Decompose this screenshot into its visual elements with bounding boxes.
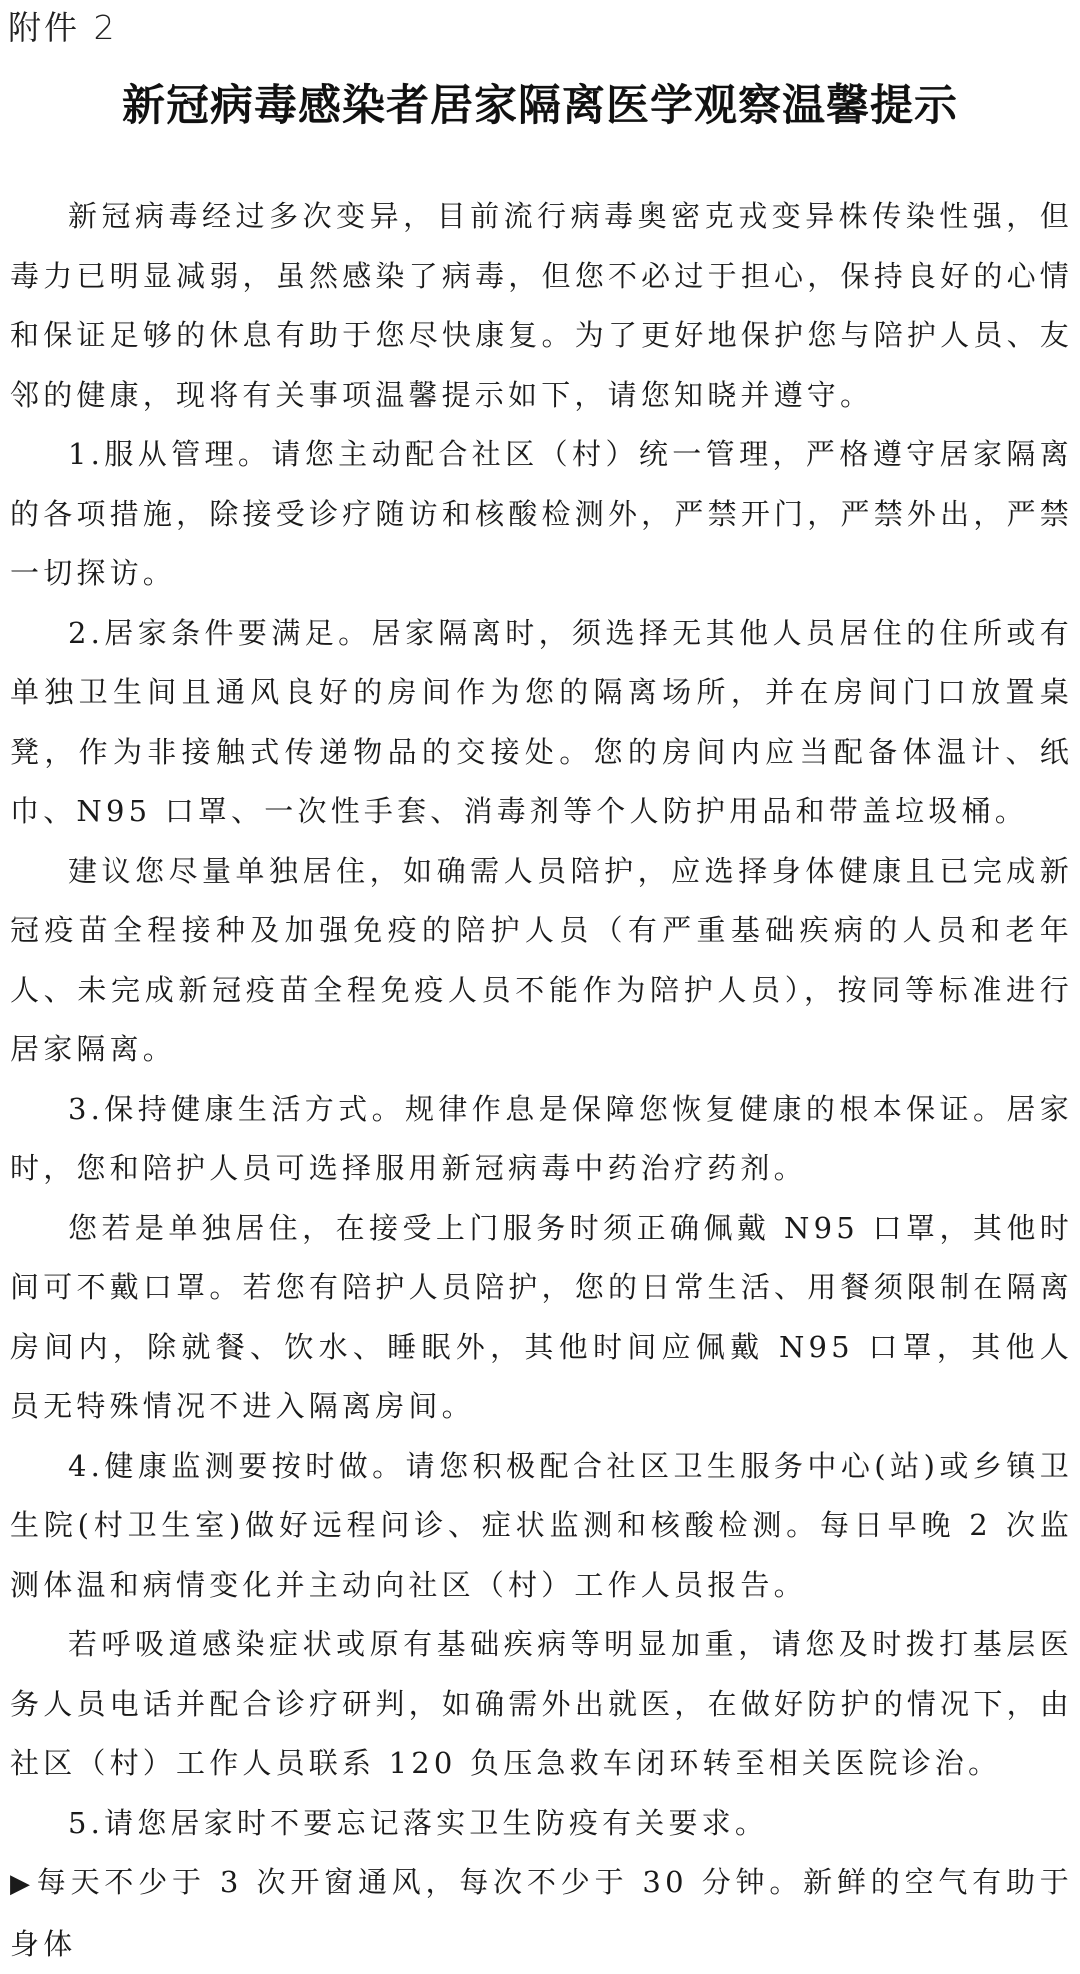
paragraph-mask: 您若是单独居住，在接受上门服务时须正确佩戴 N95 口罩，其他时间可不戴口罩。若您有陪护人员陪护，您的日常生活、用餐须限制在隔离房间内，除就餐、饮水、睡眠外，其他时间应佩戴 N95 口罩，其他人员无特殊情况不进入隔离房间。 <box>10 1210 1073 1423</box>
paragraph-companion: 建议您尽量单独居住，如确需人员陪护，应选择身体健康且已完成新冠疫苗全程接种及加强免疫的陪护人员（有严重基础疾病的人员和老年人、未完成新冠疫苗全程免疫人员不能作为陪护人员），按同等标准进行居家隔离。 <box>10 853 1073 1066</box>
document-body <box>10 187 1073 1974</box>
paragraph-item-2: 2.居家条件要满足。居家隔离时，须选择无其他人员居住的住所或有单独卫生间且通风良好的房间作为您的隔离场所，并在房间门口放置桌凳，作为非接触式传递物品的交接处。您的房间内应当配备体温计、纸巾、N95 口罩、一次性手套、消毒剂等个人防护用品和带盖垃圾桶。 <box>10 615 1073 828</box>
paragraph-item-3: 3.保持健康生活方式。规律作息是保障您恢复健康的根本保证。居家时，您和陪护人员可选择服用新冠病毒中药治疗药剂。 <box>10 1091 1073 1185</box>
paragraph-item-4: 4.健康监测要按时做。请您积极配合社区卫生服务中心(站)或乡镇卫生院(村卫生室)做好远程问诊、症状监测和核酸检测。每日早晚 2 次监测体温和病情变化并主动向社区（村）工作人员报告。 <box>10 1448 1073 1602</box>
attachment-label: 附件 2 <box>8 8 118 47</box>
paragraph-item-1: 1.服从管理。请您主动配合社区（村）统一管理，严格遵守居家隔离的各项措施，除接受诊疗随访和核酸检测外，严禁开门，严禁外出，严禁一切探访。 <box>10 437 1073 590</box>
paragraph-item-5: 5.请您居家时不要忘记落实卫生防疫有关要求。 <box>68 1805 769 1840</box>
paragraph-intro: 新冠病毒经过多次变异，目前流行病毒奥密克戎变异株传染性强，但毒力已明显减弱，虽然感染了病毒，但您不必过于担心，保持良好的心情和保证足够的休息有助于您尽快康复。为了更好地保护您与陪护人员、友邻的健康，现将有关事项温馨提示如下，请您知晓并遵守。 <box>10 199 1073 412</box>
triangle-bullet-icon: ▶ <box>10 1869 35 1899</box>
paragraph-medical: 若呼吸道感染症状或原有基础疾病等明显加重，请您及时拨打基层医务人员电话并配合诊疗研判，如确需外出就医，在做好防护的情况下，由社区（村）工作人员联系 120 负压急救车闭环转至相关医院诊治。 <box>10 1627 1073 1780</box>
bullet-ventilation <box>10 1853 1073 1974</box>
document-title: 新冠病毒感染者居家隔离医学观察温馨提示 <box>122 81 958 131</box>
bullet-text: 每天不少于 3 次开窗通风，每次不少于 30 分钟。新鲜的空气有助于身体 <box>10 1865 1073 1961</box>
